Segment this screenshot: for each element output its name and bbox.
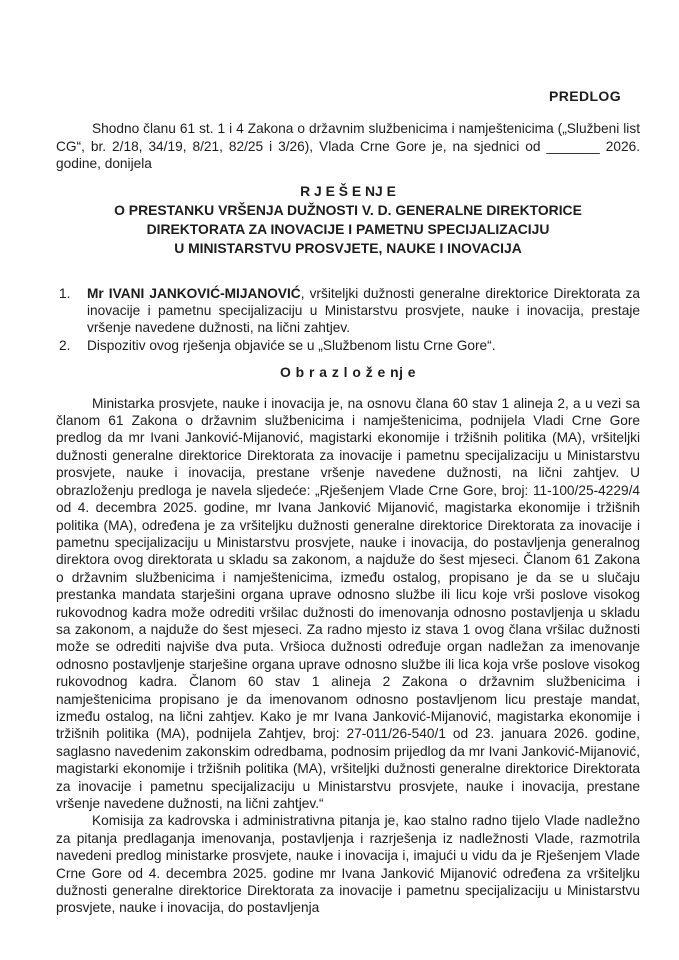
explanation-paragraph-1: Ministarka prosvjete, nauke i inovacija je, na osnovu člana 60 stav 1 alineja 2, a u vezi sa članom 61 Zakona o državnim službenicima i namještenicima, podnijela Vladi Crne Gore predlog da mr Ivani Janković-Mijanović, magistarki ekonomije i tržišnih politika (MA), vršiteljki dužnosti generalne direktorice Direktorata za inovacije i pametnu specijalizaciju u Ministarstvu prosvjete, nauke i inovacija, prestane vršenje navedene dužnosti, na lični zahtjev. U obrazloženju predloga je navela sljedeće: „Rješenjem Vlade Crne Gore, broj: 11-100/25-4229/4 od 4. decembra 2025. godine, mr Ivana Janković Mijanović, magistarka ekonomije i tržišnih politika (MA), određena je za vršiteljku dužnosti generalne direktorice Direktorata za inovacije i pametnu specijalizaciju u Ministarstvu prosvjete, nauke i inovacija, do postavljenja generalnog direktora ovog direktorata u skladu sa zakonom, a najduže do šest mjeseci. Članom 61 Zakona o državnim službenicima i namještenicima, između ostalog, propisano je da se u slučaju prestanka mandata starješini organa uprave odnosno službe ili licu koje vrši poslove visokog rukovodnog kadra može odrediti vršilac dužnosti do imenovanja odnosno postavljenja u skladu sa zakonom, a najduže do šest mjeseci. Za radno mjesto iz stava 1 ovog člana vršilac dužnosti može se odrediti najviše dva puta. Vršioca dužnosti određuje organ nadležan za imenovanje odnosno postavljenje starješine organa uprave odnosno službe ili lica koja vrše poslove visokog rukovodnog kadra. Članom 60 stav 1 alineja 2 Zakona o državnim službenicima i namještenicima propisano je da imenovanom odnosno postavljenom licu prestaje mandat, između ostalog, na lični zahtjev. Kako je mr Ivana Janković-Mijanović, magistarka ekonomije i tržišnih politika (MA), podnijela Zahtjev, broj: 27-011/26-540/1 od 23. januara 2026. godine, saglasno navedenim zakonskim odredbama, podnosim prijedlog da mr Ivani Janković-Mijanović, magistarki ekonomije i tržišnih politika (MA), vršiteljki dužnosti generalne direktorice Direktorata za inovacije i pametnu specijalizaciju u Ministarstvu prosvjete, nauke i inovacija, prestane vršenje navedene dužnosti, na lični zahtjev.“ <box>56 395 640 811</box>
title-line-2: O PRESTANKU VRŠENJA DUŽNOSTI V. D. GENERALNE DIREKTORICE <box>114 201 582 218</box>
decision-list <box>56 285 640 355</box>
list-item-2 <box>56 337 640 354</box>
doc-title <box>56 182 640 258</box>
list-item-1 <box>56 285 640 337</box>
title-line-1: R J E Š E NJ E <box>300 182 396 199</box>
list-item-2-text <box>87 337 640 354</box>
list-item-1-body: , vršiteljki dužnosti generalne direktorice Direktorata za inovacije i pametnu specijalizaciju u Ministarstvu prosvjete, nauke i inovacija, prestaje vršenje navedene dužnosti, na lični zahtjev. <box>87 285 640 336</box>
doc-label-predlog: PREDLOG <box>548 88 621 104</box>
person-name-bold: Mr IVANI JANKOVIĆ-MIJANOVIĆ <box>87 285 301 301</box>
list-item-1-number: 1. <box>59 285 71 301</box>
section-heading-obrazlozenje: O b r a z l o ž e nj e <box>279 364 417 381</box>
list-item-2-number: 2. <box>59 337 71 353</box>
title-line-4: U MINISTARSTVU PROSVJETE, NAUKE I INOVACIJA <box>174 239 522 256</box>
explanation-paragraph-2: Komisija za kadrovska i administrativna pitanja je, kao stalno radno tijelo Vlade nadležno za pitanja predlaganja imenovanja, postavljenja i razrješenja iz nadležnosti Vlade, razmotrila navedeni predlog ministarke prosvjete, nauke i inovacija i, imajući u vidu da je Rješenjem Vlade Crne Gore od 4. decembra 2025. godine mr Ivana Janković Mijanović određena za vršiteljku dužnosti generalne direktorice Direktorata za inovacije i pametnu specijalizaciju u Ministarstvu prosvjete, nauke i inovacija, do postavljenja <box>56 813 640 916</box>
list-item-1-text <box>87 285 640 337</box>
list-item-2-body: Dispozitiv ovog rješenja objaviće se u „Službenom listu Crne Gore“. <box>87 337 496 353</box>
title-line-3: DIREKTORATA ZA INOVACIJE I PAMETNU SPECIJALIZACIJU <box>146 220 550 237</box>
intro-paragraph: Shodno članu 61 st. 1 i 4 Zakona o državnim službenicima i namještenicima („Službeni list CG“, br. 2/18, 34/19, 8/21, 82/25 i 3/26), Vlada Crne Gore je, na sjednici od _______ 2026. godine, donijela <box>56 121 640 172</box>
